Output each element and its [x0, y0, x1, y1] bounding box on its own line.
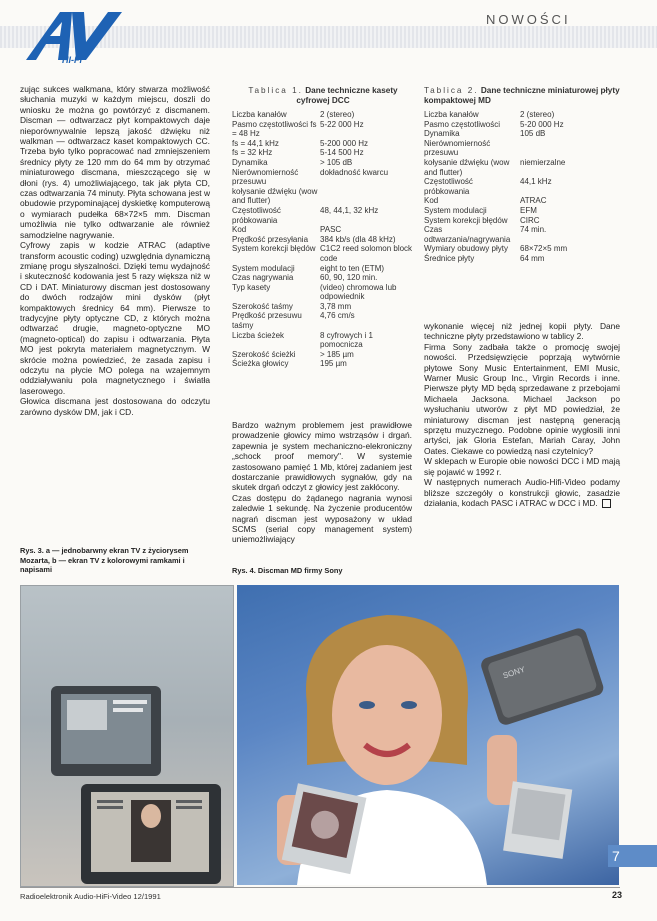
table-2-row-value: EFM	[520, 205, 537, 215]
table-1-row	[232, 359, 414, 369]
table-1-rows	[232, 110, 414, 369]
table-2-row-value: 74 min.	[520, 225, 547, 235]
table-1-row	[232, 139, 414, 149]
end-mark-icon	[602, 499, 611, 508]
table-1-row-value: 8 cyfrowych i 1 pomocnicza	[320, 330, 373, 350]
table-2-row-value: 44,1 kHz	[520, 177, 552, 187]
table-1-row-key: fs = 32 kHz	[232, 148, 273, 158]
table-1-row	[232, 235, 414, 245]
table-2-rows	[424, 110, 620, 264]
table-1-row-key: Ścieżka głowicy	[232, 359, 289, 369]
table-1-row-key: System korekcji błędów	[232, 244, 316, 254]
table-1-row	[232, 225, 414, 235]
table-1-row-key: Częstotliwość próbkowania	[232, 205, 281, 225]
table-1-row	[232, 264, 414, 274]
table-1-row-value: eight to ten (ETM)	[320, 263, 385, 273]
table-2-row	[424, 120, 620, 130]
table-1-label: Tablica 1.	[248, 86, 303, 95]
col3-paragraph-4-text: W następnych numerach Audio-Hifi-Video podamy bliższe szczegóły o konstrukcji głowic, zasadzie działania, kodach PASC i ATRAC w DCC i MD.	[424, 477, 620, 508]
table-1-row	[232, 283, 414, 302]
table-1-row-key: Typ kasety	[232, 282, 271, 292]
table-1-row	[232, 120, 414, 139]
col1-paragraph-2: Cyfrowy zapis w kodzie ATRAC (adaptive transform acoustic coding) uzwględnia dynamiczną zmianę progu słyszalności. Dzięki temu wydajność i skuteczność kodowania jest 5 razy większa niż w CD i DAT. Miniaturowy discman jest dostosowany do dwóch rodzajów mini dysków (płyt kompaktowych średnicy 64 mm). Pierwsze to tradycyjne płyty optyczne CD, z których można odtwarzać drugie, magneto-optyczne MO (magneto-optical) do zapisu i odtwarzania. Płyta MO jest pokryta materiałem magnetycznym. W skrócie można powiedzieć, że zasada zapisu i odczytu na płycie MO polega na wzajemnym oddziaływaniu pola magnetycznego i światła laserowego.	[20, 240, 210, 396]
table-2-label: Tablica 2.	[424, 86, 479, 95]
table-1-row-key: Prędkość przesyłania	[232, 234, 309, 244]
table-1-heading	[232, 86, 414, 106]
table-1-row-value: 4,76 cm/s	[320, 311, 355, 321]
col3-paragraph-1: wykonanie więcej niż jednej kopii płyty. Dane techniczne płyty przedstawiono w tablicy 2.	[424, 321, 620, 342]
table-1	[232, 86, 414, 369]
table-1-row-key: kołysanie dźwięku (wow and flutter)	[232, 186, 318, 206]
table-1-row	[232, 168, 414, 187]
sony-discman-photo-illustration	[237, 585, 619, 885]
table-1-row-key: Nierównomierność przesuwu	[232, 167, 299, 187]
table-1-row-value: 5-14 500 Hz	[320, 148, 364, 158]
table-1-row-value: 60, 90, 120 min.	[320, 273, 378, 283]
table-2-row	[424, 110, 620, 120]
table-2-row-value	[520, 139, 620, 158]
footer-rule	[20, 887, 620, 888]
table-2-row	[424, 158, 620, 177]
av-logo	[22, 8, 132, 64]
table-1-row-key: Czas nagrywania	[232, 273, 294, 283]
table-2-row-key: Dynamika	[424, 129, 460, 139]
table-2-row-key: Częstotliwość próbkowania	[424, 177, 473, 196]
table-2-row-value: 5-20 000 Hz	[520, 119, 564, 129]
table-1-row	[232, 187, 414, 206]
table-2-row-value: 2 (stereo)	[520, 110, 555, 119]
table-2-row-key: Kod	[424, 196, 439, 206]
table-1-row-key: Kod	[232, 225, 247, 235]
table-1-row-key: Prędkość przesuwu taśmy	[232, 311, 302, 331]
discman-brand-text: SONY	[501, 664, 527, 681]
table-1-row-key: Pasmo częstotliwości fs = 48 Hz	[232, 119, 317, 139]
table-1-row	[232, 331, 414, 350]
figure-3-photo	[20, 585, 234, 887]
table-2-row-value: 64 mm	[520, 253, 545, 263]
table-1-row-key: Szerokość taśmy	[232, 301, 293, 311]
column-3	[424, 321, 620, 508]
table-2-row-key: Liczba kanałów	[424, 110, 479, 119]
table-1-row	[232, 311, 414, 330]
table-2-row	[424, 216, 620, 226]
column-2	[232, 420, 412, 545]
table-1-row-value	[320, 187, 414, 206]
tv-screens-illustration	[21, 586, 233, 886]
table-1-row	[232, 350, 414, 360]
figure-3-caption: Rys. 3. a — jednobarwny ekran TV z życiorysem Mozarta, b — ekran TV z kolorowymi ramkami i napisami	[20, 546, 189, 575]
table-2-title: Dane techniczne miniaturowej płyty kompaktowej MD	[424, 86, 620, 105]
table-1-row	[232, 273, 414, 283]
table-2-row	[424, 225, 620, 244]
table-1-row-key: Dynamika	[232, 157, 268, 167]
footer-publication: Radioelektronik Audio-HiFi-Video 12/1991	[20, 892, 161, 901]
table-1-row	[232, 148, 414, 158]
table-1-row-value: 5-22 000 Hz	[320, 119, 364, 129]
table-1-row-value: 195 µm	[320, 359, 347, 369]
col3-paragraph-3: W sklepach w Europie obie nowości DCC i MD mają się pojawić w 1992 r.	[424, 456, 620, 477]
table-1-row	[232, 158, 414, 168]
table-2-row-value: 68×72×5 mm	[520, 244, 568, 254]
table-1-row-value: > 185 µm	[320, 349, 354, 359]
table-2-row-value: ATRAC	[520, 196, 547, 206]
table-2-row-value: 105 dB	[520, 129, 546, 139]
page-tab-marker: 7	[608, 845, 657, 867]
table-2-row-key: System modulacji	[424, 205, 487, 215]
table-1-title: Dane techniczne kasety cyfrowej DCC	[296, 86, 398, 105]
section-title: NOWOŚCI	[486, 12, 571, 27]
table-1-row-key: fs = 44,1 kHz	[232, 138, 279, 148]
table-1-row-value: dokładność kwarcu	[320, 167, 389, 177]
table-2-row-key: Nierównomierność przesuwu	[424, 138, 491, 158]
table-2-row-key: kołysanie dźwięku (wow and flutter)	[424, 157, 510, 177]
logo-sub-text: HI-FI	[62, 55, 82, 64]
figure-4-photo	[237, 585, 619, 885]
col2-paragraph-1: Bardzo ważnym problemem jest prawidłowe prowadzenie głowicy mimo wstrząsów i drgań. zapewnia je system mechaniczno-elekroniczny „schock proof memory". W systemie zastosowano pamięć 1 Mb, której zadaniem jest dostarczanie prawidłowych sygnałów, gdy na skutek drgań odczyt z głowicy jest zakłócony.	[232, 420, 412, 493]
table-1-row-value: 48, 44,1, 32 kHz	[320, 205, 379, 215]
table-1-row-value: > 105 dB	[320, 157, 353, 167]
col3-paragraph-2: Firma Sony zadbała także o promocję swojej nowości. Przedsięwzięcie poprzają wytwórnie płytowe Sony Music Entertainment, EMI Music, Warner Music Group Inc., Virgin Records i inne. Pierwsze płyty MD będą sprzedawane z przebojami Michaela Jacksona. Michael Jackson po wysłuchaniu utworów z płyt MD powiedział, że miniaturowy discman jest następną generacją sprzętu muzycznego. Podobne opinie wygłosili inni artyści, jak Gloria Estefan, Mariah Caray, John Oates. Ciekawe co powiedzą nasi czytelnicy?	[424, 341, 620, 456]
table-1-row	[232, 302, 414, 312]
table-1-row-key: System modulacji	[232, 263, 295, 273]
table-1-row-value: PASC	[320, 225, 342, 235]
table-2-row-key: Średnice płyty	[424, 253, 475, 263]
table-1-row-key: Liczba ścieżek	[232, 330, 285, 340]
table-1-row-value: 5-200 000 Hz	[320, 138, 369, 148]
table-2-row	[424, 129, 620, 139]
table-1-row-value: C1C2 reed solomon block code	[320, 244, 413, 263]
page-number: 23	[612, 890, 623, 900]
table-2-row-key: Pasmo częstotliwości	[424, 119, 501, 129]
col1-paragraph-1: zując sukces walkmana, który stwarza możliwość słuchania muzyki w każdym miejscu, doszli do wniosku że można go powtórzyć z discmanem. Discman — odtwarzacz płyt kompaktowych daje nieporównywalnie lepszą jakość dźwięku niż walkman — odtwarzacz kaset kompaktowych CC. Trzeba było tylko popracować nad zmniejszeniem średnicy płyty ze 120 mm do 64 mm by otrzymać miniaturowego discmana, mieszczącego się w dłoni (rys. 4) umożliwiającego, tak jak płyta CD, czas odtwarzania 74 minuty. Płyta schowana jest w obudowie przypominającej dyskietkę komputerową o wymiarach pudełka 68×72×5 mm. Discman umożliwia nie tylko odtwarzanie ale również samodzielne nagrywanie.	[20, 84, 210, 240]
table-2-row-value: niemierzalne	[520, 157, 566, 167]
table-1-row-value: 3,78 mm	[320, 301, 352, 311]
table-1-row	[232, 244, 414, 263]
table-1-row-key: Liczba kanałów	[232, 110, 287, 119]
table-1-row-value: (video) chromowa lub odpowiednik	[320, 282, 397, 302]
table-2-row-value: CIRC	[520, 215, 540, 225]
table-2-row-key: Czas odtwarzania/nagrywania	[424, 225, 511, 244]
table-2	[424, 86, 620, 264]
table-1-row-value: 2 (stereo)	[320, 110, 355, 119]
table-1-row	[232, 206, 414, 225]
table-2-row-key: System korekcji błędów	[424, 215, 508, 225]
col2-paragraph-2: Czas dostępu do żądanego nagrania wynosi zaledwie 1 sekundę. Na życzenie producentów nagrań discman jest wyposażony w układ SCMS (serial copy management system) uniemożliwiający	[232, 492, 412, 545]
table-2-row-key: Wymiary obudowy płyty	[424, 244, 508, 254]
col3-paragraph-4	[424, 477, 620, 508]
col1-paragraph-3: Głowica discmana jest dostosowana do odczytu zarówno dysków DM, jak i CD.	[20, 396, 210, 417]
table-1-row	[232, 110, 414, 120]
table-2-row	[424, 139, 620, 158]
table-2-row	[424, 196, 620, 206]
table-1-row-value: 384 kb/s (dla 48 kHz)	[320, 234, 396, 244]
table-2-row	[424, 254, 620, 264]
table-1-row-key: Szerokość ścieżki	[232, 349, 296, 359]
table-2-row	[424, 206, 620, 216]
figure-4-caption: Rys. 4. Discman MD firmy Sony	[232, 566, 343, 575]
table-2-row	[424, 177, 620, 196]
table-2-heading	[424, 86, 620, 106]
table-2-row	[424, 244, 620, 254]
column-1	[20, 84, 210, 417]
